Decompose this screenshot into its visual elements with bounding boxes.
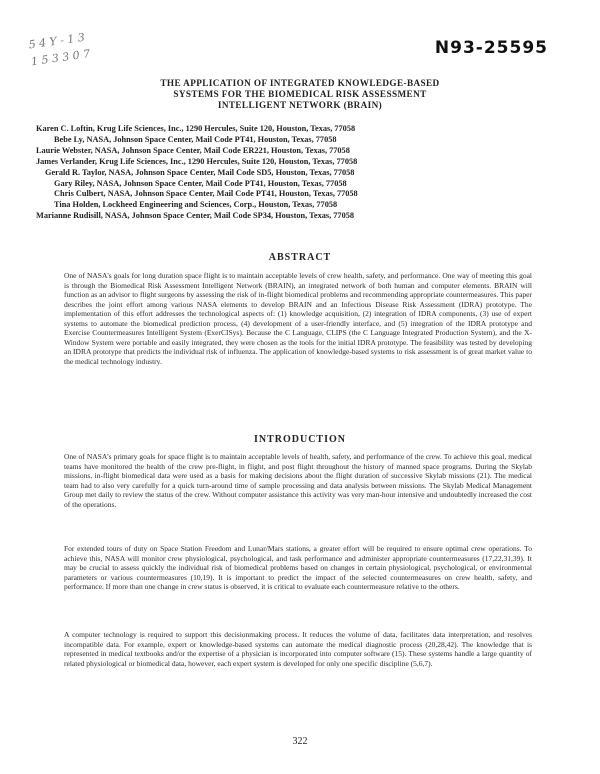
title-line: INTELLIGENT NETWORK (BRAIN) bbox=[217, 100, 383, 110]
author-line: Chris Culbert, NASA, Johnson Space Center, Mail Code PT41, Houston, Texas, 77058 bbox=[54, 189, 358, 199]
page-number: 322 bbox=[292, 736, 308, 747]
handwritten-notes bbox=[28, 24, 127, 106]
abstract-paragraph: One of NASA's goals for long duration space flight is to maintain acceptable levels of crew health, safety, and performance. One way of meeting this goal is through the Biomedical Risk Assessment Intelligent Network (BRAIN), an integrated network of both human and computer elements. BRAIN will function as an advisor to flight surgeons by assessing the risk of in-flight biomedical problems and recommending appropriate countermeasures. This paper describes the joint effort among various NASA elements to develop BRAIN and an Infectious Disease Risk Assessment (IDRA) prototype. The implementation of this effort addresses the technological aspects of: (1) knowledge acquisition, (2) integration of IDRA components, (3) use of expert systems to automate the biomedical prediction process, (4) development of a user-friendly interface, and (5) integration of the IDRA prototype and Exercise Countermeasures Intelligent System (ExerCISys). Because the C Language, CLIPS (the C Language Integrated Production System), and the X-Window System were portable and easily integrated, they were chosen as the tools for the initial IDRA prototype. The feasibility was tested by developing an IDRA prototype that predicts the individual risk of influenza. The application of knowledge-based systems to risk assessment is of great market value to the medical technology industry. bbox=[64, 271, 532, 366]
author-line: Marianne Rudisill, NASA, Johnson Space Center, Mail Code SP34, Houston, Texas, 77058 bbox=[36, 211, 355, 221]
abstract-heading: ABSTRACT bbox=[268, 252, 332, 263]
author-line: Gary Riley, NASA, Johnson Space Center, Mail Code PT41, Houston, Texas, 77058 bbox=[54, 178, 347, 188]
author-line: Laurie Webster, NASA, Johnson Space Center, Mail Code ER221, Houston, Texas, 77058 bbox=[36, 145, 350, 155]
author-list bbox=[36, 124, 566, 222]
author-line: James Verlander, Krug Life Sciences, Inc., 1290 Hercules, Suite 120, Houston, Texas, 77058 bbox=[36, 156, 358, 166]
paper-title bbox=[120, 78, 480, 111]
introduction-paragraph-1: One of NASA's primary goals for space flight is to maintain acceptable levels of health, safety, and performance of the crew. To achieve this goal, medical teams have monitored the health of the crew pre-flight, in flight, and post flight throughout the history of manned space programs. During the Skylab missions, in-flight biomedical data were used as a basis for making decisions about the flight duration of successive Skylab missions (21). The medical team had to also very carefully for a quick turn-around time of sample processing and data analysis between missions. The Skylab Medical Management Group met daily to review the status of the crew. Without computer assistance this activity was very man-hour intensive and undoubtedly increased the cost of the operations. bbox=[64, 452, 532, 509]
title-line: SYSTEMS FOR THE BIOMEDICAL RISK ASSESSMENT bbox=[173, 89, 427, 99]
introduction-paragraph-2: For extended tours of duty on Space Station Freedom and Lunar/Mars stations, a greater effort will be required to ensure optimal crew operations. To achieve this, NASA will monitor crew physiological, psychological, and task performance and administer appropriate countermeasures (17,22,31,39). It may be crucial to assess quickly the individual risk of biomedical problems based on changes in certain physiological, psychological, or environmental parameters or various countermeasures (10,19). It is important to predict the impact of the selected countermeasures on crew health, safety, and performance. If more than one change in crew status is observed, it is critical to evaluate each countermeasure relative to the others. bbox=[64, 544, 532, 592]
introduction-heading: INTRODUCTION bbox=[253, 434, 346, 445]
author-line: Bebe Ly, NASA, Johnson Space Center, Mail Code PT41, Houston, Texas, 77058 bbox=[54, 134, 337, 144]
handwritten-note: 1 5 3 3 0 7 bbox=[30, 47, 91, 69]
handwritten-note: 5 4 Y - 1 3 bbox=[27, 30, 86, 52]
title-line: THE APPLICATION OF INTEGRATED KNOWLEDGE-BASED bbox=[160, 78, 440, 88]
author-line: Gerald R. Taylor, NASA, Johnson Space Center, Mail Code SD5, Houston, Texas, 77058 bbox=[45, 167, 355, 177]
document-number: N93-25595 bbox=[434, 38, 548, 58]
author-line: Karen C. Loftin, Krug Life Sciences, Inc., 1290 Hercules, Suite 120, Houston, Texas, 77058 bbox=[36, 124, 356, 133]
introduction-paragraph-3: A computer technology is required to support this decisionmaking process. It reduces the volume of data, facilitates data interpretation, and resolves incompatible data. For example, expert or knowledge-based systems can automate the medical diagnostic process (20,28,42). The knowledge that is represented in medical textbooks and/or the expertise of a physician is incorporated into computer software (15). These systems handle a large quantity of related physiological or biomedical data, however, each expert system is developed for only one specific discipline (5,6,7). bbox=[64, 630, 532, 668]
author-line: Tina Holden, Lockheed Engineering and Sciences, Corp., Houston, Texas, 77058 bbox=[54, 200, 338, 210]
